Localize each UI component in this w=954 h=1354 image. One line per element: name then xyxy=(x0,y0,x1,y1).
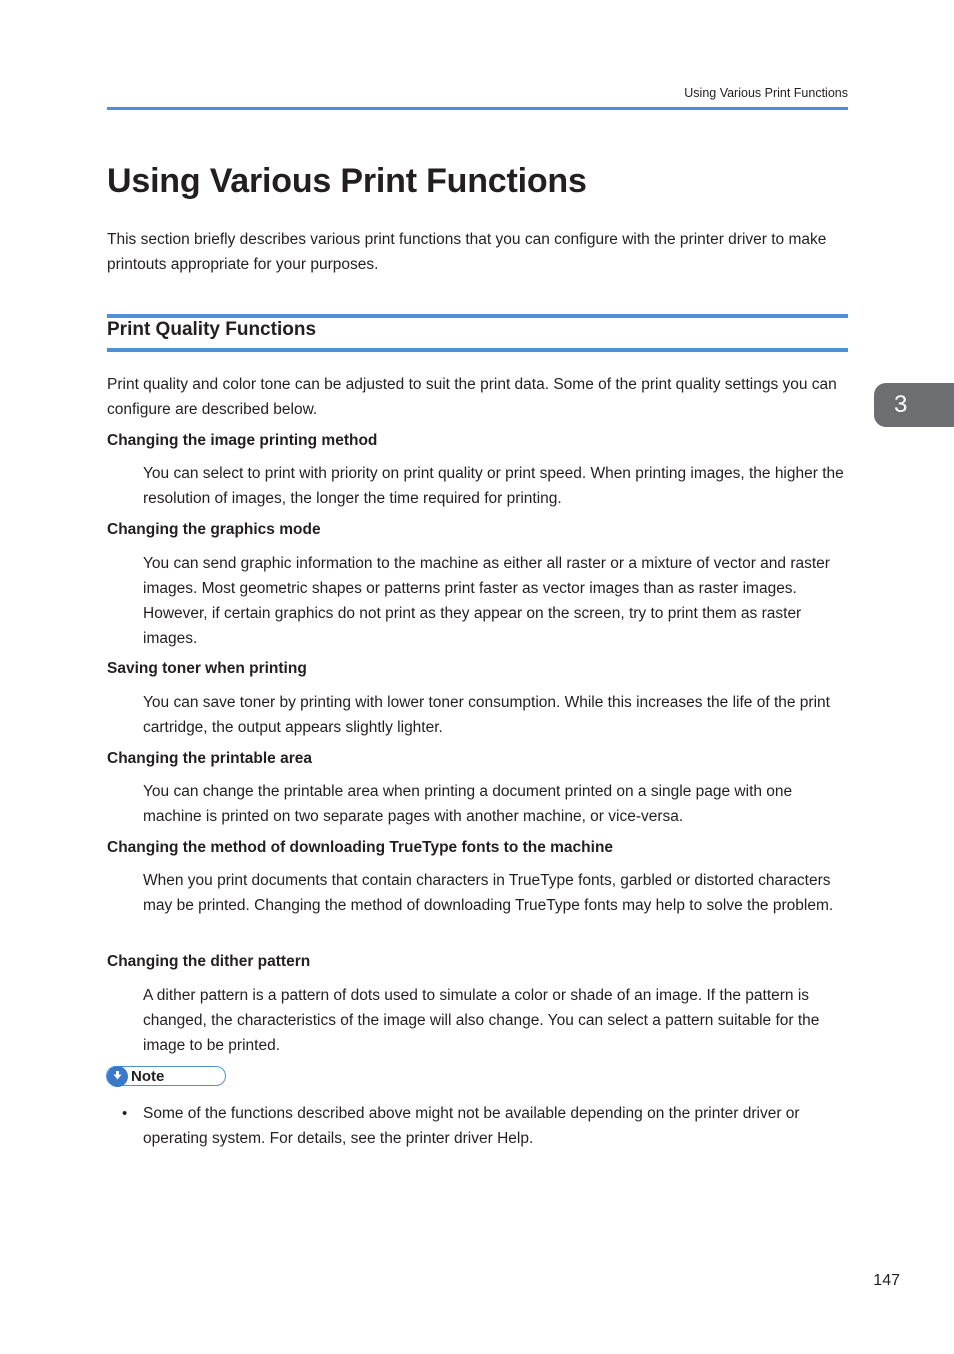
chapter-tab: 3 xyxy=(874,383,954,427)
page-title: Using Various Print Functions xyxy=(107,162,587,200)
running-header: Using Various Print Functions xyxy=(684,86,848,100)
note-item: Some of the functions described above might not be available depending on the printer driver or operating system. For details, see the printer driver Help. xyxy=(143,1105,800,1147)
note-label: Note xyxy=(131,1068,165,1085)
note-badge xyxy=(106,1066,226,1086)
item-heading: Changing the graphics mode xyxy=(107,521,321,538)
bullet-marker: • xyxy=(122,1105,128,1122)
section-rule-top xyxy=(107,314,848,318)
page-number: 147 xyxy=(873,1272,900,1289)
item-body: You can save toner by printing with lower toner consumption. While this increases the life of the print cartridge, the output appears slightly lighter. xyxy=(143,694,830,736)
header-rule xyxy=(107,107,848,110)
item-heading: Saving toner when printing xyxy=(107,660,307,677)
section-intro: Print quality and color tone can be adjusted to suit the print data. Some of the print quality settings you can configure are described below. xyxy=(107,376,837,418)
section-title: Print Quality Functions xyxy=(107,319,317,340)
item-heading: Changing the dither pattern xyxy=(107,953,311,970)
item-heading: Changing the printable area xyxy=(107,750,312,767)
item-heading: Changing the method of downloading TrueType fonts to the machine xyxy=(107,839,614,856)
item-body: You can change the printable area when printing a document printed on a single page with one machine is printed on two separate pages with another machine, or vice-versa. xyxy=(143,783,793,825)
item-body: You can select to print with priority on print quality or print speed. When printing images, the higher the resolution of images, the longer the time required for printing. xyxy=(143,465,844,507)
item-heading: Changing the image printing method xyxy=(107,432,378,449)
section-rule-bottom xyxy=(107,348,848,352)
intro-paragraph: This section briefly describes various print functions that you can configure with the printer driver to make printouts appropriate for your purposes. xyxy=(107,231,827,273)
down-arrow-circle-icon xyxy=(107,1066,128,1087)
item-body: You can send graphic information to the machine as either all raster or a mixture of vector and raster images. Most geometric shapes or patterns print faster as vector images than as raster images. However, if certain graphics do not print as they appear on the screen, try to print them as raster images. xyxy=(143,555,830,647)
item-body: A dither pattern is a pattern of dots used to simulate a color or shade of an image. If the pattern is changed, the characteristics of the image will also change. You can select a pattern suitable for the image to be printed. xyxy=(143,987,820,1054)
item-body: When you print documents that contain characters in TrueType fonts, garbled or distorted characters may be printed. Changing the method of downloading TrueType fonts may help to solve the problem. xyxy=(143,872,834,914)
